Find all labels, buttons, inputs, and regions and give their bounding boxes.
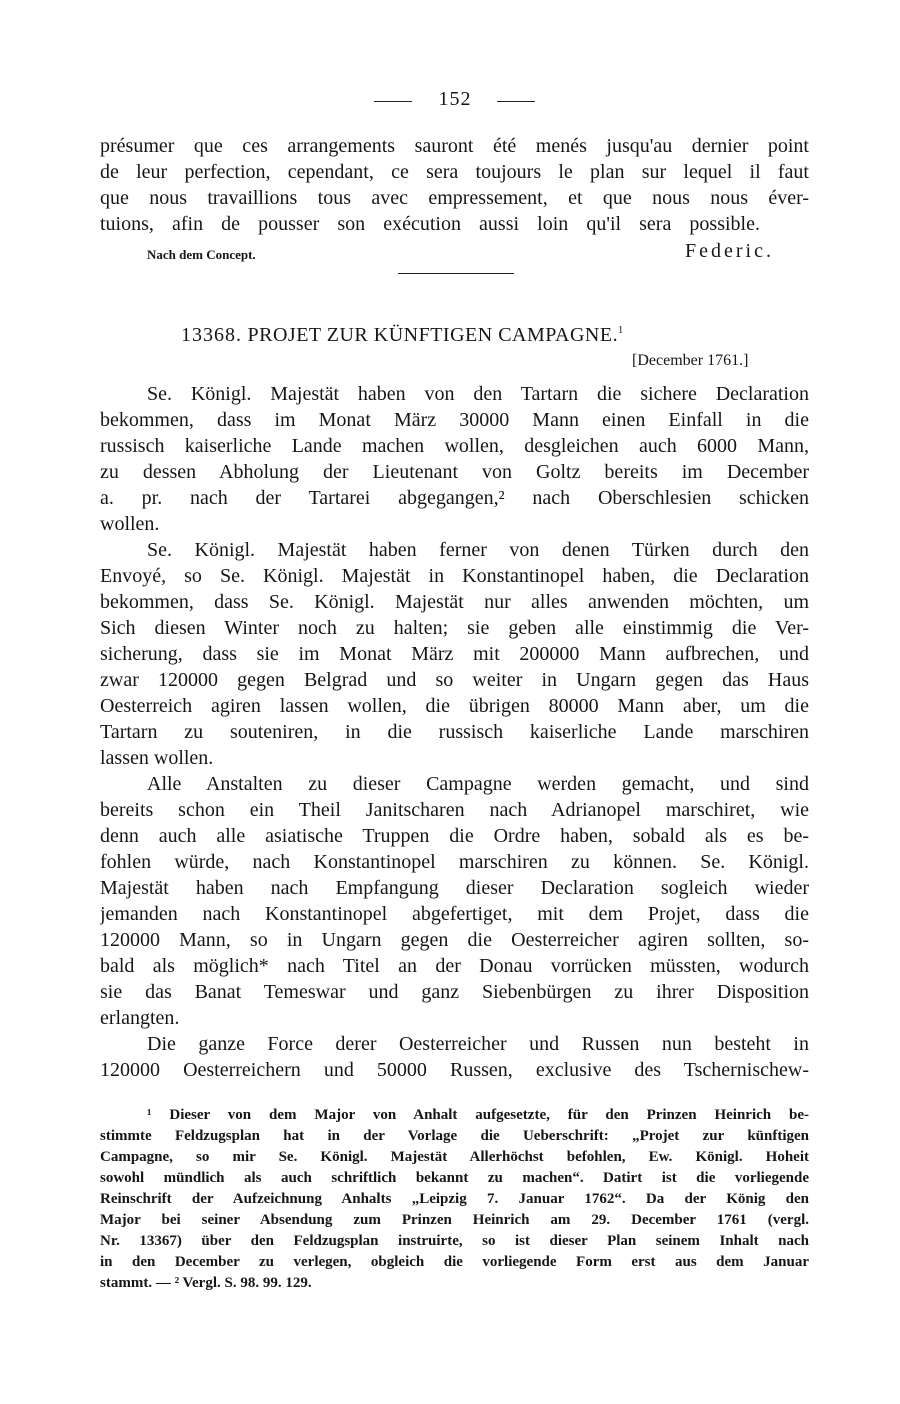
- text-line: Majestät haben nach Empfangung dieser Declaration sogleich wieder: [100, 877, 809, 899]
- document-date: [December 1761.]: [632, 352, 749, 369]
- text-line: lassen wollen.: [100, 747, 214, 769]
- footnote-line: Major bei seiner Absendung zum Prinzen Heinrich am 29. December 1761 (vergl.: [100, 1212, 809, 1228]
- text-line: bereits schon ein Theil Janitscharen nach Adrianopel marschiret, wie: [100, 799, 809, 821]
- footnote-line: stammt. — ² Vergl. S. 98. 99. 129.: [100, 1275, 312, 1291]
- text-line: Envoyé, so Se. Königl. Majestät in Konstantinopel haben, die Declaration: [100, 565, 809, 587]
- text-line: denn auch alle asiatische Truppen die Ordre haben, sobald als es be-: [100, 825, 809, 847]
- footnote-line: Reinschrift der Aufzeichnung Anhalts „Leipzig 7. Januar 1762“. Da der König den: [100, 1191, 809, 1207]
- text-line: Tartarn zu souteniren, in die russisch kaiserliche Lande marschiren: [100, 721, 809, 743]
- footnote-line: sowohl mündlich als auch schriftlich bekannt zu machen“. Datirt ist die vorliegende: [100, 1170, 809, 1186]
- text-line: erlangten.: [100, 1007, 180, 1029]
- text-line: russisch kaiserliche Lande machen wollen, desgleichen auch 6000 Mann,: [100, 435, 809, 457]
- text-line: wollen.: [100, 513, 160, 535]
- text-line: zu dessen Abholung der Lieutenant von Goltz bereits im December: [100, 461, 809, 483]
- text-line: Se. Königl. Majestät haben von den Tartarn die sichere Declaration: [147, 383, 809, 405]
- footnote-line: Campagne, so mir Se. Königl. Majestät Allerhöchst befohlen, Ew. Königl. Hoheit: [100, 1149, 809, 1165]
- text-line: bekommen, dass im Monat März 30000 Mann einen Einfall in die: [100, 409, 809, 431]
- text-line: 120000 Mann, so in Ungarn gegen die Oesterreicher agiren sollten, so-: [100, 929, 809, 951]
- section-divider: [398, 273, 514, 274]
- text-line: de leur perfection, cependant, ce sera toujours le plan sur lequel il faut: [100, 161, 809, 183]
- text-line: tuions, afin de pousser son exécution aussi loin qu'il sera possible.: [100, 213, 760, 235]
- text-line: Alle Anstalten zu dieser Campagne werden gemacht, und sind: [147, 773, 809, 795]
- page-header: [0, 88, 900, 114]
- text-line: Se. Königl. Majestät haben ferner von denen Türken durch den: [147, 539, 809, 561]
- footnote-line: Nr. 13367) über den Feldzugsplan instruirte, so ist dieser Plan seinem Inhalt nach: [100, 1233, 809, 1249]
- text-line: sie das Banat Temeswar und ganz Siebenbürgen zu ihrer Disposition: [100, 981, 809, 1003]
- text-line: 120000 Oesterreichern und 50000 Russen, exclusive des Tschernischew-: [100, 1059, 809, 1081]
- document-title: [181, 324, 624, 347]
- header-rule-right: [497, 101, 535, 102]
- text-line: sicherung, dass sie im Monat März mit 200000 Mann aufbrechen, und: [100, 643, 809, 665]
- text-line: a. pr. nach der Tartarei abgegangen,² nach Oberschlesien schicken: [100, 487, 809, 509]
- source-note: Nach dem Concept.: [147, 247, 256, 262]
- text-line: Oesterreich agiren lassen wollen, die übrigen 80000 Mann aber, um die: [100, 695, 809, 717]
- page-number: 152: [438, 88, 472, 110]
- header-rule-left: [374, 101, 412, 102]
- document-title-text: PROJET ZUR KÜNFTIGEN CAMPAGNE.: [247, 324, 619, 346]
- text-line: fohlen würde, nach Konstantinopel marschiren zu können. Se. Königl.: [100, 851, 809, 873]
- text-line: jemanden nach Konstantinopel abgefertiget, mit dem Projet, dass die: [100, 903, 809, 925]
- footnote-marker: 1: [618, 325, 624, 336]
- text-line: présumer que ces arrangements sauront été menés jusqu'au dernier point: [100, 135, 809, 157]
- document-number: 13368.: [181, 324, 242, 346]
- footnote-line: stimmte Feldzugsplan hat in der Vorlage die Ueberschrift: „Projet zur künftigen: [100, 1128, 809, 1144]
- footnote-line: in den December zu verlegen, obgleich die vorliegende Form erst aus dem Januar: [100, 1254, 809, 1270]
- text-line: Sich diesen Winter noch zu halten; sie geben alle einstimmig die Ver-: [100, 617, 809, 639]
- footnote-line: ¹ Dieser von dem Major von Anhalt aufgesetzte, für den Prinzen Heinrich be-: [147, 1107, 809, 1123]
- text-line: bekommen, dass Se. Königl. Majestät nur alles anwenden möchten, um: [100, 591, 809, 613]
- text-line: zwar 120000 gegen Belgrad und so weiter in Ungarn gegen das Haus: [100, 669, 809, 691]
- text-line: que nous travaillions tous avec empressement, et que nous nous éver-: [100, 187, 809, 209]
- text-line: bald als möglich* nach Titel an der Donau vorrücken müssten, wodurch: [100, 955, 809, 977]
- text-line: Die ganze Force derer Oesterreicher und Russen nun besteht in: [147, 1033, 809, 1055]
- signature: Federic.: [685, 240, 774, 262]
